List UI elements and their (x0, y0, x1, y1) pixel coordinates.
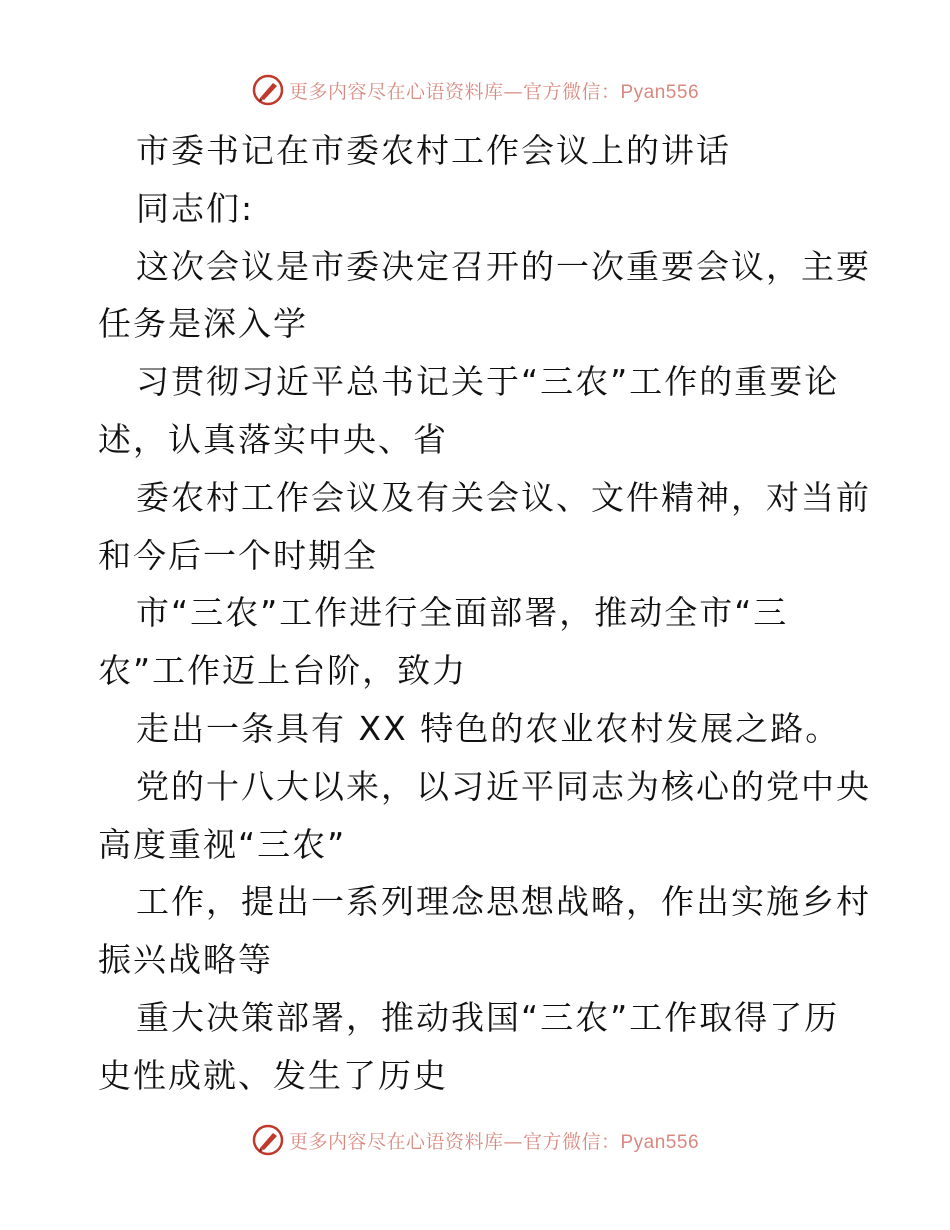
salutation: 同志们: (136, 188, 255, 228)
paragraph-line: 习贯彻习近平总书记关于“三农”工作的重要论 (136, 362, 840, 402)
watermark-text: 更多内容尽在心语资料库—官方微信：Pyan556 (288, 1130, 700, 1153)
watermark-handle: Pyan556 (620, 1131, 700, 1153)
paragraph-line: 农”工作迈上台阶，致力 (98, 651, 468, 691)
paragraph-line: 委农村工作会议及有关会议、文件精神，对当前 (136, 477, 871, 517)
paragraph-line: 市“三农”工作进行全面部署，推动全市“三 (136, 593, 789, 633)
paragraph-line: 和今后一个时期全 (98, 535, 378, 575)
paragraph-line: 高度重视“三农” (98, 824, 347, 864)
paragraph-line: 任务是深入学 (98, 304, 308, 344)
footer-watermark (0, 1120, 950, 1160)
watermark-text: 更多内容尽在心语资料库—官方微信：Pyan556 (288, 80, 700, 103)
paragraph-line: 党的十八大以来，以习近平同志为核心的党中央 (136, 766, 871, 806)
pen-seal-icon (251, 1123, 285, 1157)
header-watermark (0, 70, 950, 110)
paragraph-line: 述，认真落实中央、省 (98, 419, 448, 459)
paragraph-line: 史性成就、发生了历史 (98, 1055, 448, 1095)
paragraph-line: 工作，提出一系列理念思想战略，作出实施乡村 (136, 882, 871, 922)
pen-seal-icon (251, 73, 285, 107)
document-body (98, 122, 871, 1105)
paragraph-line: 走出一条具有 XX 特色的农业农村发展之路。 (136, 708, 841, 748)
paragraph-line: 这次会议是市委决定召开的一次重要会议，主要 (136, 246, 871, 286)
paragraph-line: 振兴战略等 (98, 940, 273, 980)
watermark-handle: Pyan556 (620, 81, 700, 103)
document-title: 市委书记在市委农村工作会议上的讲话 (136, 131, 731, 170)
paragraph-line: 重大决策部署，推动我国“三农”工作取得了历 (136, 997, 840, 1037)
